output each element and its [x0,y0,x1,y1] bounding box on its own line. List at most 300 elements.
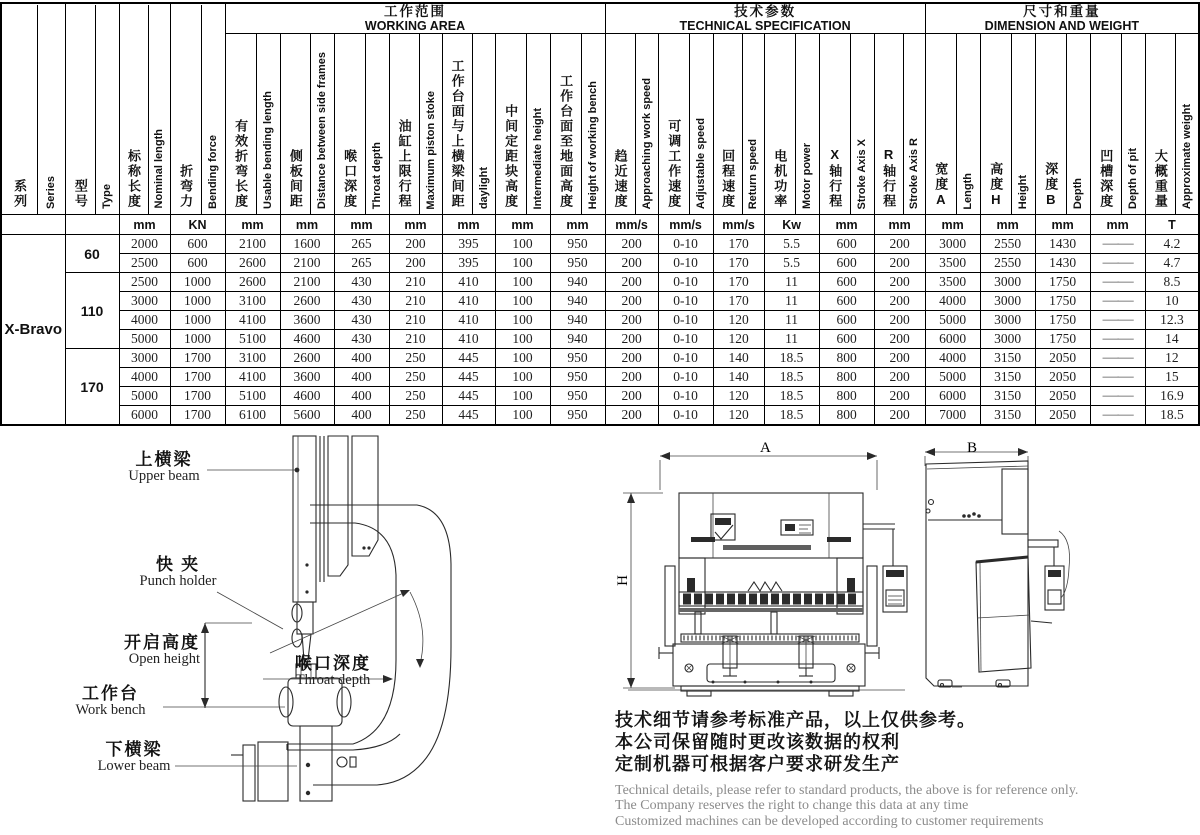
table-cell: 14 [1145,330,1199,349]
table-cell: 2100 [280,254,334,273]
table-row [1,311,1199,330]
table-cell: 11 [764,273,819,292]
table-cell: 2050 [1035,406,1090,426]
column-header-cn: 宽度A [933,162,949,210]
table-cell: 3150 [980,406,1035,426]
table-cell: 950 [550,349,605,368]
disclaimer-cn-line: 技术细节请参考标准产品，以上仅供参考。 [615,710,976,730]
table-cell: 200 [605,235,658,254]
disclaimer-en-line: The Company reserves the right to change this data at any time [615,798,969,814]
table-cell: 170 [713,273,764,292]
table-cell: 5.5 [764,254,819,273]
table-cell: 200 [605,254,658,273]
label-work-bench [58,685,163,719]
table-cell: 4.7 [1145,254,1199,273]
table-cell: 1700 [170,349,225,368]
table-cell: —— [1090,349,1145,368]
table-row [1,273,1199,292]
table-cell: 200 [605,311,658,330]
column-header [225,34,280,215]
table-cell: —— [1090,387,1145,406]
column-header-en: Throat depth [371,142,384,210]
table-cell: 3000 [980,311,1035,330]
column-header-en: Series [45,175,58,209]
table-cell: 2600 [280,349,334,368]
unit-cell: mm [819,215,874,235]
table-cell: 410 [442,292,495,311]
table-cell: 3000 [119,349,170,368]
table-cell: 2050 [1035,368,1090,387]
table-cell: 4000 [925,349,980,368]
table-cell: 5000 [119,387,170,406]
table-cell: 5000 [119,330,170,349]
table-cell: 4100 [225,368,280,387]
table-cell: 3500 [925,254,980,273]
column-header-en: daylight [477,167,490,210]
table-cell: 2000 [119,235,170,254]
column-header [1035,34,1090,215]
table-cell: 4000 [925,292,980,311]
side-view-drawing [918,438,1078,700]
table-cell: 170 [713,292,764,311]
table-cell: 100 [495,273,550,292]
table-cell: 430 [334,292,389,311]
dim-label-b: B [967,440,978,456]
column-header-en: Motor power [801,143,814,210]
table-cell: 430 [334,273,389,292]
disclaimer-cn-line: 本公司保留随时更改该数据的权利 [615,731,900,752]
table-cell: 5600 [280,406,334,426]
column-header-en: Depth [1072,178,1085,210]
spec-table-header [1,3,1199,215]
table-cell: 1430 [1035,254,1090,273]
table-cell: —— [1090,368,1145,387]
table-cell: 200 [874,330,925,349]
table-cell: 0-10 [658,235,713,254]
unit-cell: T [1145,215,1199,235]
table-row [1,387,1199,406]
table-cell: 16.9 [1145,387,1199,406]
table-cell: 940 [550,330,605,349]
table-cell: 1000 [170,311,225,330]
table-cell: 430 [334,330,389,349]
column-header-cn: 型号 [72,178,88,209]
label-work-bench-cn: 工作台 [82,684,139,703]
table-cell: 950 [550,406,605,426]
table-cell: —— [1090,406,1145,426]
table-cell: 950 [550,368,605,387]
table-cell: 950 [550,235,605,254]
column-header-cn: 回程速度 [720,149,736,210]
unit-cell: mm [389,215,442,235]
type-cell: 170 [65,349,119,426]
table-cell: 100 [495,254,550,273]
column-header [119,3,170,215]
label-open-height [82,634,200,668]
table-cell: 200 [605,387,658,406]
column-header-cn: 可调工作速度 [666,119,682,210]
table-row [1,406,1199,426]
table-cell: 100 [495,368,550,387]
table-cell: 100 [495,406,550,426]
column-header-cn: 折弯力 [178,163,194,209]
table-cell: —— [1090,311,1145,330]
column-header-cn: 侧板间距 [287,149,303,210]
front-view-drawing [615,438,920,700]
disclaimer-cn-line: 定制机器可根据客户要求研发生产 [615,753,900,774]
table-cell: 2600 [225,273,280,292]
table-cell: 5100 [225,330,280,349]
table-cell: 4600 [280,387,334,406]
table-cell: 18.5 [764,387,819,406]
column-header-cn: 电机功率 [772,149,788,210]
table-cell: 1700 [170,387,225,406]
label-punch-holder [128,556,228,590]
column-header [170,3,225,215]
table-cell: 940 [550,273,605,292]
unit-cell: mm [980,215,1035,235]
table-cell: 4100 [225,311,280,330]
table-cell: 430 [334,311,389,330]
table-cell: 210 [389,273,442,292]
table-cell: 1430 [1035,235,1090,254]
table-cell: 200 [605,292,658,311]
table-cell: 18.5 [764,406,819,426]
column-header [1090,34,1145,215]
table-cell: 170 [713,254,764,273]
table-cell: 0-10 [658,368,713,387]
table-cell: 250 [389,349,442,368]
table-cell: 8.5 [1145,273,1199,292]
column-header [925,34,980,215]
table-cell: 3500 [925,273,980,292]
table-row [1,235,1199,254]
disclaimer-en-line: Technical details, please refer to standard products, the above is for reference only. [615,782,1079,798]
table-cell: 410 [442,311,495,330]
table-cell: 395 [442,254,495,273]
table-cell: 3150 [980,387,1035,406]
table-cell: 400 [334,368,389,387]
unit-cell: mm [1090,215,1145,235]
table-cell: 2100 [225,235,280,254]
type-cell: 110 [65,273,119,349]
column-header-en: Intermediate height [532,107,545,210]
table-cell: 140 [713,368,764,387]
table-cell: 600 [819,311,874,330]
table-cell: 0-10 [658,349,713,368]
table-cell: 250 [389,406,442,426]
table-cell: 1750 [1035,273,1090,292]
column-header-cn: 中间定距块高度 [503,104,519,210]
table-cell: 4000 [119,311,170,330]
column-header-cn: 深度B [1043,162,1059,210]
column-header-en: Stroke Axis R [908,138,921,210]
table-cell: 120 [713,311,764,330]
table-cell: 18.5 [764,349,819,368]
column-group-header: 工作范围 WORKING AREA [225,3,605,34]
column-header-en: Usable bending length [262,91,275,210]
label-throat-depth-cn: 喉口深度 [295,654,371,673]
column-header [389,34,442,215]
column-header [605,34,658,215]
column-header-en: Approximate weight [1181,104,1194,210]
column-header-cn: R轴行程 [881,147,897,210]
table-cell: 1700 [170,368,225,387]
table-cell: 200 [605,330,658,349]
table-cell: 0-10 [658,273,713,292]
table-cell: 600 [170,235,225,254]
column-header-en: Depth of pit [1127,148,1140,210]
table-cell: 445 [442,349,495,368]
table-cell: 3000 [980,292,1035,311]
table-cell: 6000 [925,330,980,349]
table-cell: 940 [550,311,605,330]
table-cell: 1700 [170,406,225,426]
unit-cell: mm [442,215,495,235]
table-cell: 200 [605,368,658,387]
table-cell: 200 [605,349,658,368]
table-cell: 4000 [119,368,170,387]
unit-cell: mm [1035,215,1090,235]
table-cell: 200 [389,235,442,254]
label-lower-beam [88,741,180,775]
table-cell: 100 [495,330,550,349]
column-header-cn: 有效折弯长度 [233,119,249,210]
table-row [1,330,1199,349]
unit-cell: mm [874,215,925,235]
unit-cell: mm/s [713,215,764,235]
table-cell: 800 [819,406,874,426]
column-group-header: 技术参数 TECHNICAL SPECIFICATION [605,3,925,34]
column-header-cn: 工作台面至地面高度 [558,74,574,210]
dim-label-a: A [760,440,771,456]
table-cell: 950 [550,387,605,406]
table-cell: 3600 [280,368,334,387]
table-cell: 395 [442,235,495,254]
column-header-en: Nominal length [153,129,165,209]
table-cell: 445 [442,368,495,387]
disclaimer-en-line: Customized machines can be developed according to customer requirements [615,813,1044,829]
table-cell: 200 [389,254,442,273]
table-cell: 0-10 [658,387,713,406]
table-cell: 1750 [1035,311,1090,330]
table-cell: 6100 [225,406,280,426]
table-cell: —— [1090,273,1145,292]
table-cell: 800 [819,387,874,406]
label-upper-beam-en: Upper beam [128,468,200,485]
label-open-height-en: Open height [128,651,200,668]
table-cell: 250 [389,387,442,406]
table-cell: 600 [819,254,874,273]
table-cell: 3100 [225,349,280,368]
unit-cell: mm [280,215,334,235]
spec-table-body [1,215,1199,426]
table-cell: —— [1090,292,1145,311]
unit-cell: mm [334,215,389,235]
table-cell: 2600 [280,292,334,311]
unit-cell: mm [925,215,980,235]
column-header-cn: 凹槽深度 [1098,149,1114,210]
table-cell: 3150 [980,349,1035,368]
table-cell: 3100 [225,292,280,311]
table-cell: 800 [819,349,874,368]
column-header-cn: 趋近速度 [612,149,628,210]
table-cell: 11 [764,292,819,311]
table-cell: 0-10 [658,406,713,426]
table-cell: 200 [605,406,658,426]
table-cell: 265 [334,235,389,254]
table-cell: —— [1090,235,1145,254]
column-header [819,34,874,215]
table-cell: 10 [1145,292,1199,311]
column-header [658,34,713,215]
table-cell: 210 [389,330,442,349]
unit-cell: mm/s [658,215,713,235]
table-row [1,368,1199,387]
table-cell: 12 [1145,349,1199,368]
table-cell: 100 [495,292,550,311]
column-header [1145,34,1199,215]
table-cell: 1600 [280,235,334,254]
table-cell: 1750 [1035,330,1090,349]
table-cell: 100 [495,235,550,254]
label-punch-holder-cn: 快 夹 [155,555,201,574]
table-cell: 200 [874,235,925,254]
table-cell: 0-10 [658,311,713,330]
table-cell: 2550 [980,254,1035,273]
column-header [550,34,605,215]
table-cell: 2550 [980,235,1035,254]
unit-cell [65,215,119,235]
table-cell: 18.5 [764,368,819,387]
column-header-en: Distance between side frames [316,52,329,210]
table-cell: 2500 [119,254,170,273]
column-header-cn: X轴行程 [827,147,843,210]
column-header [65,3,119,215]
column-header-cn: 系列 [12,178,28,209]
table-cell: 1000 [170,292,225,311]
column-header [713,34,764,215]
table-cell: 0-10 [658,330,713,349]
table-cell: 200 [874,349,925,368]
table-cell: 200 [874,311,925,330]
table-cell: 3600 [280,311,334,330]
table-cell: 3150 [980,368,1035,387]
table-cell: 6000 [119,406,170,426]
column-header-en: Stroke Axis X [856,138,869,210]
table-cell: 170 [713,235,764,254]
table-cell: 12.3 [1145,311,1199,330]
table-cell: 3000 [925,235,980,254]
table-cell: 120 [713,387,764,406]
column-header-cn: 高度H [988,162,1004,210]
unit-cell: mm [119,215,170,235]
table-cell: —— [1090,330,1145,349]
table-cell: 410 [442,330,495,349]
table-cell: 1000 [170,330,225,349]
dim-label-h: H [614,575,631,586]
table-row [1,349,1199,368]
table-cell: 250 [389,368,442,387]
type-cell: 60 [65,235,119,273]
unit-cell: Kw [764,215,819,235]
unit-cell: mm [225,215,280,235]
table-cell: 200 [874,387,925,406]
column-header-cn: 喉口深度 [342,149,358,210]
table-cell: 400 [334,387,389,406]
label-lower-beam-en: Lower beam [97,758,171,775]
column-header-en: Return speed [747,138,760,210]
column-header-cn: 工作台面与上横梁间距 [449,59,465,210]
column-header-en: Height [1017,175,1030,210]
label-punch-holder-en: Punch holder [139,573,217,590]
column-header [764,34,819,215]
unit-cell [1,215,65,235]
table-cell: 2100 [280,273,334,292]
table-cell: 600 [819,273,874,292]
label-lower-beam-cn: 下横梁 [105,740,163,759]
table-cell: 120 [713,406,764,426]
table-cell: 940 [550,292,605,311]
table-cell: 200 [605,273,658,292]
column-header [874,34,925,215]
table-cell: 18.5 [1145,406,1199,426]
table-cell: 200 [874,292,925,311]
table-cell: 4600 [280,330,334,349]
table-cell: 3000 [980,273,1035,292]
table-cell: 400 [334,349,389,368]
disclaimer-block [615,710,1115,829]
unit-cell: KN [170,215,225,235]
table-row [1,292,1199,311]
label-upper-beam-cn: 上横梁 [135,450,193,469]
table-cell: 200 [874,368,925,387]
table-cell: 445 [442,387,495,406]
front-view-diagram [615,438,920,700]
column-header [442,34,495,215]
table-cell: 2050 [1035,349,1090,368]
table-cell: 100 [495,311,550,330]
column-header [334,34,389,215]
table-cell: 11 [764,311,819,330]
unit-cell: mm [550,215,605,235]
table-cell: 600 [819,292,874,311]
table-cell: 800 [819,368,874,387]
table-cell: 0-10 [658,254,713,273]
table-cell: 15 [1145,368,1199,387]
unit-cell: mm/s [605,215,658,235]
column-header-en: Adjustable speed [695,118,708,210]
table-cell: 100 [495,349,550,368]
table-cell: —— [1090,254,1145,273]
label-work-bench-en: Work bench [75,702,146,719]
table-cell: 3000 [980,330,1035,349]
table-cell: 0-10 [658,292,713,311]
table-cell: 7000 [925,406,980,426]
table-cell: 600 [819,235,874,254]
table-cell: 200 [874,254,925,273]
table-cell: 6000 [925,387,980,406]
spec-table [0,2,1200,426]
table-cell: 11 [764,330,819,349]
table-cell: 100 [495,387,550,406]
column-header-en: Type [101,183,114,209]
side-view-diagram [918,438,1078,700]
table-cell: 1000 [170,273,225,292]
table-cell: 1750 [1035,292,1090,311]
table-cell: 5100 [225,387,280,406]
label-throat-depth [293,655,373,689]
